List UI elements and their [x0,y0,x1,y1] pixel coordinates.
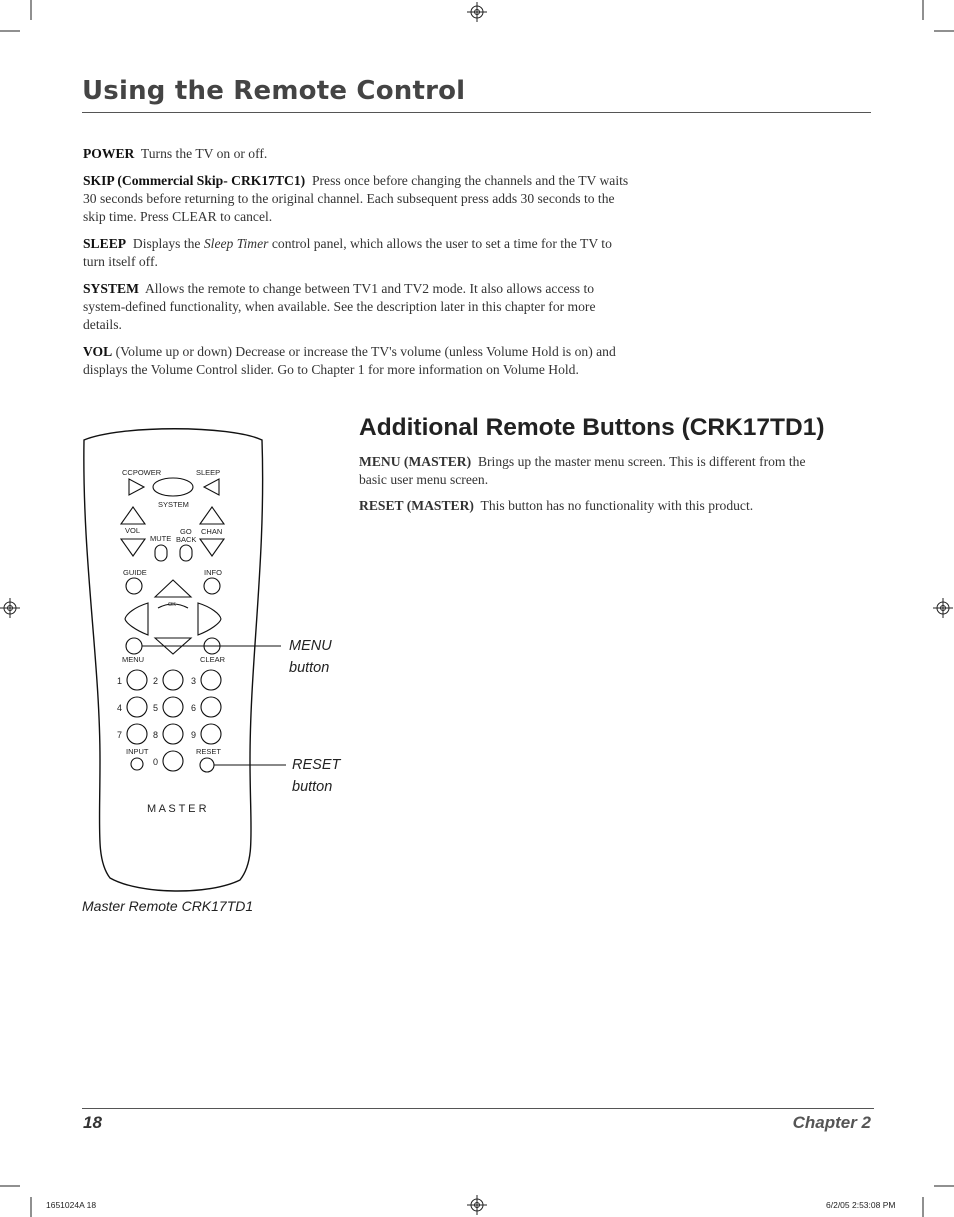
definition-term: MENU (MASTER) [359,454,472,469]
definition-emphasis: Sleep Timer [203,236,269,251]
definition-text: Brings up the master menu screen. This is different from the [477,454,806,469]
input-button [131,758,143,770]
input-label: INPUT [126,747,149,756]
power-button [153,478,193,496]
chapter-label: Chapter 2 [792,1113,871,1132]
digit-8-button [163,724,183,744]
page-number: 18 [83,1113,102,1132]
menu-callout [289,635,332,679]
chan-down-button [200,539,224,556]
right-arrow-button [198,603,221,635]
digit-label: 2 [153,676,159,686]
digit-9-button [201,724,221,744]
guide-button [126,578,142,594]
definition-text: system-defined functionality, when available. See the description later in this chapter for more [83,299,596,314]
vol-down-button [121,539,145,556]
back-label: BACK [176,535,197,544]
left-arrow-button [125,603,148,635]
ccpower-button [129,479,144,495]
reset-callout [292,754,340,798]
definition-text: details. [83,317,122,332]
sleep-button [204,479,219,495]
reset-button [200,758,214,772]
up-arrow-button [155,580,191,597]
clear-label: CLEAR [200,655,226,664]
digit-label: 6 [191,703,197,713]
section-title: Additional Remote Buttons (CRK17TD1) [359,414,825,441]
definition-term: VOL [83,344,113,359]
definition-text: basic user menu screen. [359,472,489,487]
figure-caption: Master Remote CRK17TD1 [82,898,254,914]
guide-label: GUIDE [123,568,147,577]
definition-text: displays the Volume Control slider. Go to Chapter 1 for more information on Volume Hold. [83,362,579,377]
digit-label: 3 [191,676,197,686]
master-label: M A S T E R [147,803,207,815]
definition-term: RESET (MASTER) [359,498,474,513]
definition-term: SKIP (Commercial Skip- CRK17TC1) [83,173,306,188]
vol-up-button [121,507,145,524]
callout-title: RESET [292,757,341,773]
definition-text: Press once before changing the channels and the TV waits [311,173,629,188]
digit-4-button [127,697,147,717]
definition-term: SLEEP [83,236,127,251]
ok-label: OK [168,602,176,608]
digit-label: 5 [153,703,159,713]
definition-term: POWER [83,146,135,161]
digit-label: 4 [117,703,123,713]
slug-file: 1651024A 18 [46,1200,97,1210]
definition-text: Displays the [132,236,201,251]
callout-subtitle: button [289,660,330,676]
digit-label: 9 [191,730,197,740]
definition-text: (Volume up or down) Decrease or increase the TV's volume (unless Volume Hold is on) and [115,344,616,359]
system-label: SYSTEM [158,500,189,509]
go-label: GO [180,527,192,536]
menu-label: MENU [122,655,145,664]
mute-label: MUTE [150,534,172,543]
digit-5-button [163,697,183,717]
digit-label: 0 [153,757,159,767]
go-back-button [180,545,192,561]
definition-text: turn itself off. [83,254,158,269]
definition-text: control panel, which allows the user to set a time for the TV to [271,236,612,251]
menu-button [126,638,142,654]
ccpower-label: CCPOWER [122,468,162,477]
mute-button [155,545,167,561]
definition-text: Allows the remote to change between TV1 and TV2 mode. It also allows access to [144,281,595,296]
digit-3-button [201,670,221,690]
chan-label: CHAN [201,527,223,536]
definition-text: 30 seconds before returning to the original channel. Each subsequent press adds 30 seconds to the [83,191,615,206]
digit-0-button [163,751,183,771]
footer-rule [82,1108,874,1109]
digit-label: 8 [153,730,159,740]
digit-label: 7 [117,730,123,740]
digit-2-button [163,670,183,690]
info-button [204,578,220,594]
vol-label: VOL [125,526,141,535]
callout-subtitle: button [292,779,333,795]
digit-1-button [127,670,147,690]
digit-6-button [201,697,221,717]
reset-label: RESET [196,747,222,756]
digit-label: 1 [117,676,123,686]
callout-title: MENU [289,638,332,654]
remote-body [84,429,263,891]
digit-7-button [127,724,147,744]
sleep-label: SLEEP [196,468,221,477]
chan-up-button [200,507,224,524]
slug-datetime: 6/2/05 2:53:08 PM [826,1200,896,1210]
page-title: Using the Remote Control [82,76,466,106]
definition-term: SYSTEM [83,281,139,296]
definition-text: This button has no functionality with this product. [480,498,754,513]
info-label: INFO [204,568,222,577]
definition-text: skip time. Press CLEAR to cancel. [83,209,273,224]
definition-text: Turns the TV on or off. [140,146,268,161]
